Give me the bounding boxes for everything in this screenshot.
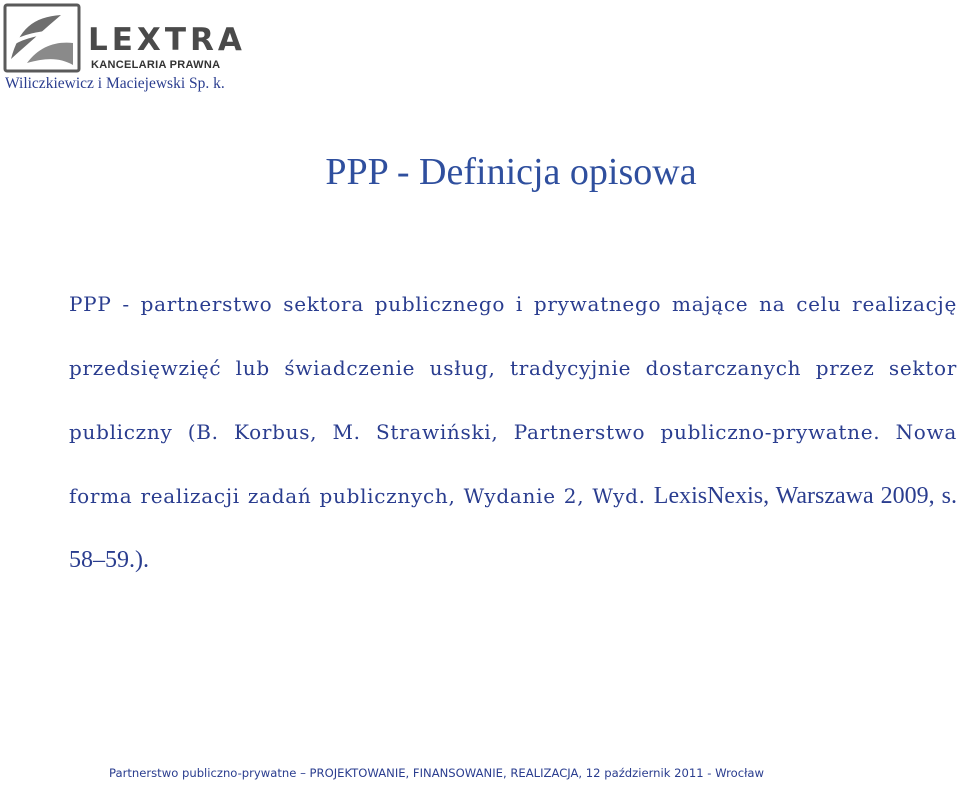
firm-name: Wiliczkiewicz i Maciejewski Sp. k. [5, 75, 225, 92]
definition-paragraph [69, 272, 957, 592]
company-logo [0, 0, 250, 100]
lextra-logo-icon [3, 3, 81, 73]
logo-name: LEXTRA [88, 22, 246, 58]
definition-text: PPP - partnerstwo sektora publicznego i prywatnego mające na celu realizację przedsięwzięć lub świadczenie usług, tradycyjnie dostarczanych przez sektor publiczny (B. Korbus, M. Strawiński, Partnerstwo publiczno-prywatne. Nowa forma realizacji zadań publicznych, Wydanie 2, Wyd. [69, 292, 957, 508]
definition-reference: LexisNexis, Warszawa 2009, s. 58–59.). [69, 483, 957, 573]
slide-footer: Partnerstwo publiczno-prywatne – PROJEKTOWANIE, FINANSOWANIE, REALIZACJA, 12 październik 2011 - Wrocław [109, 766, 764, 780]
slide-title: PPP - Definicja opisowa [325, 151, 697, 193]
logo-subtitle: KANCELARIA PRAWNA [91, 59, 221, 71]
